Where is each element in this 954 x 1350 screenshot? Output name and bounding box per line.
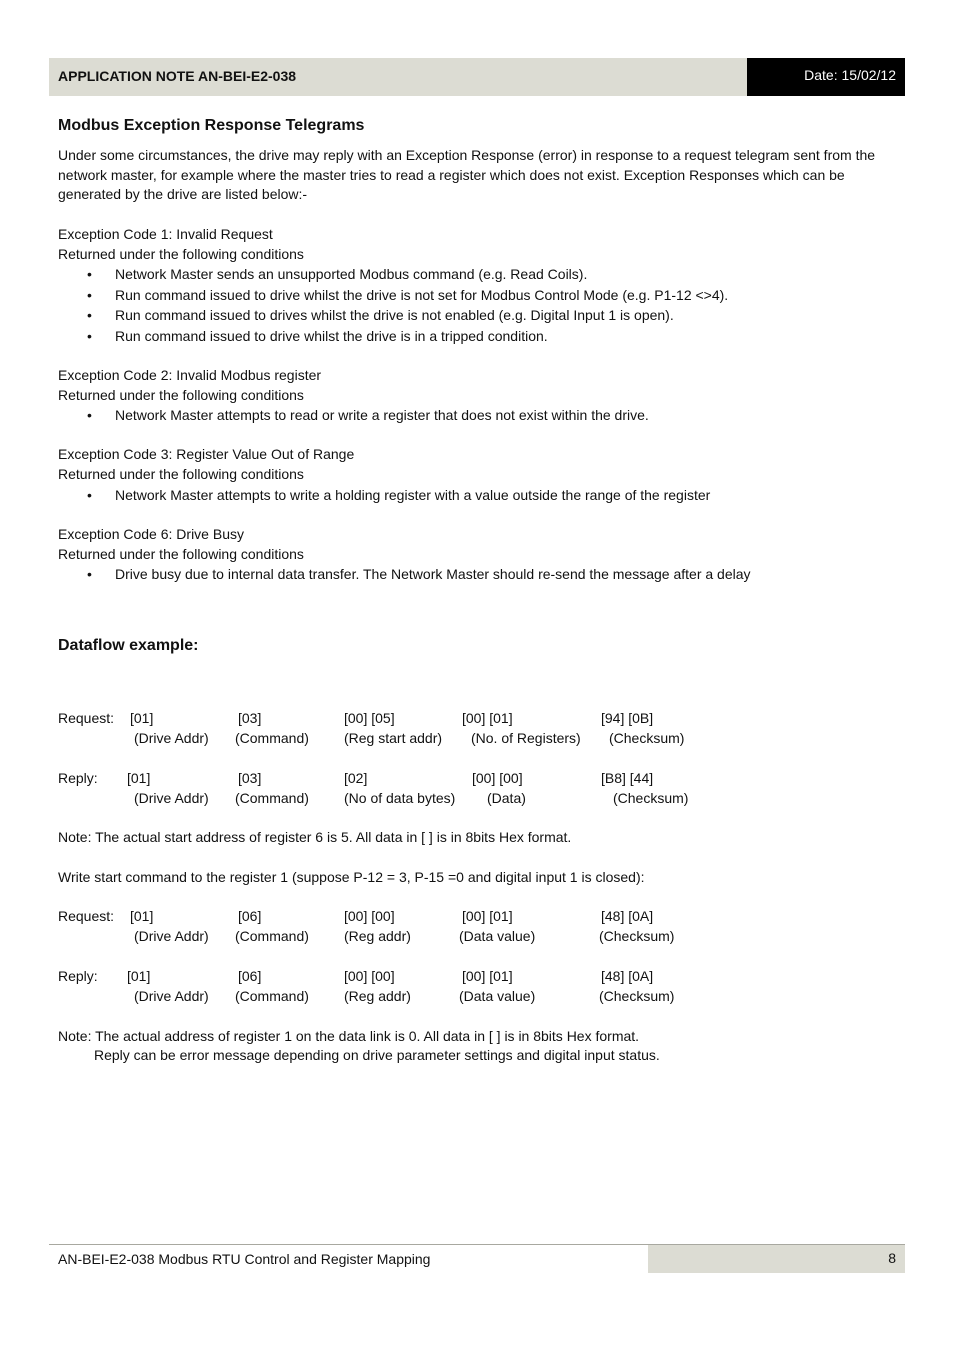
list-item: • Run command issued to drives whilst the drive is not enabled (e.g. Digital Input 1 is open). <box>58 305 903 326</box>
value-command: [06] <box>238 967 262 984</box>
exception-code-6 <box>58 525 903 585</box>
row-label: Reply: <box>58 967 98 984</box>
dataflow-reply-1 <box>58 769 903 809</box>
page-footer <box>49 1244 905 1273</box>
value-command: [03] <box>238 769 262 786</box>
app-note-title: APPLICATION NOTE AN-BEI-E2-038 <box>58 68 297 84</box>
value-data: [00] [01] <box>462 967 513 984</box>
header-date: Date: 15/02/12 <box>747 58 905 96</box>
desc-data: (Data) <box>487 789 526 806</box>
value-command: [03] <box>238 709 262 726</box>
desc-command: (Command) <box>235 987 309 1004</box>
value-reg-addr: [00] [00] <box>344 908 395 925</box>
row-label: Reply: <box>58 769 98 786</box>
desc-data: (Data value) <box>459 987 536 1004</box>
desc-reg-start: (Reg start addr) <box>344 729 443 746</box>
exception-subtitle: Returned under the following conditions <box>58 545 304 562</box>
desc-data: (Data value) <box>459 928 536 945</box>
list-item: • Network Master attempts to read or write a register that does not exist within the drive. <box>58 405 903 426</box>
value-data: [00] [01] <box>462 908 513 925</box>
exception-code-3 <box>58 445 903 505</box>
desc-reg-addr: (Reg addr) <box>344 987 411 1004</box>
desc-checksum: (Checksum) <box>599 928 675 945</box>
list-item: • Run command issued to drive whilst the drive is in a tripped condition. <box>58 326 903 347</box>
condition-list <box>58 564 903 585</box>
value-checksum: [48] [0A] <box>601 967 654 984</box>
desc-num-registers: (No. of Registers) <box>471 729 581 746</box>
page-header <box>49 58 905 96</box>
list-item: • Drive busy due to internal data transfer. The Network Master should re-send the message after a delay <box>58 564 903 585</box>
condition-list <box>58 405 903 426</box>
value-data-bytes: [02] <box>344 769 368 786</box>
condition-list <box>58 485 903 506</box>
exception-subtitle: Returned under the following conditions <box>58 466 304 483</box>
list-item: • Run command issued to drive whilst the drive is not set for Modbus Control Mode (e.g. P1-12 <>4). <box>58 285 903 306</box>
value-command: [06] <box>238 908 262 925</box>
exception-title: Exception Code 3: Register Value Out of Range <box>58 446 355 463</box>
value-checksum: [94] [0B] <box>601 709 654 726</box>
value-checksum: [B8] [44] <box>601 769 654 786</box>
section-heading-dataflow: Dataflow example: <box>58 636 199 654</box>
exception-subtitle: Returned under the following conditions <box>58 386 304 403</box>
desc-data-bytes: (No of data bytes) <box>344 789 456 806</box>
desc-checksum: (Checksum) <box>609 729 685 746</box>
exception-title: Exception Code 6: Drive Busy <box>58 526 244 543</box>
value-drive-addr: [01] <box>130 908 154 925</box>
value-checksum: [48] [0A] <box>601 908 654 925</box>
value-reg-start: [00] [05] <box>344 709 395 726</box>
note-2: Note: The actual address of register 1 on the data link is 0. All data in [ ] is in 8bits Hex format. <box>58 1027 640 1044</box>
desc-checksum: (Checksum) <box>599 987 675 1004</box>
page-number: 8 <box>648 1245 905 1273</box>
dataflow-request-2 <box>58 907 903 947</box>
value-drive-addr: [01] <box>127 769 151 786</box>
value-reg-addr: [00] [00] <box>344 967 395 984</box>
value-drive-addr: [01] <box>130 709 154 726</box>
exception-code-2 <box>58 366 903 426</box>
intro-paragraph: Under some circumstances, the drive may reply with an Exception Response (error) in response to a request telegram sent from the network master, for example where the master tries to read a register which does not exist. Exception Responses which can be generated by the drive are listed below:- <box>58 147 876 203</box>
page-content <box>58 114 903 1066</box>
note-2-continuation: Reply can be error message depending on drive parameter settings and digital input status. <box>94 1047 660 1064</box>
desc-drive-addr: (Drive Addr) <box>134 789 209 806</box>
list-item: • Network Master attempts to write a holding register with a value outside the range of the register <box>58 485 903 506</box>
desc-drive-addr: (Drive Addr) <box>134 928 209 945</box>
footer-document-title: AN-BEI-E2-038 Modbus RTU Control and Register Mapping <box>58 1251 431 1267</box>
exception-title: Exception Code 1: Invalid Request <box>58 225 273 242</box>
exception-subtitle: Returned under the following conditions <box>58 245 304 262</box>
desc-command: (Command) <box>235 928 309 945</box>
condition-list <box>58 264 903 346</box>
dataflow-reply-2 <box>58 967 903 1007</box>
exception-code-1 <box>58 225 903 346</box>
desc-reg-addr: (Reg addr) <box>344 928 411 945</box>
list-item: • Network Master sends an unsupported Modbus command (e.g. Read Coils). <box>58 264 903 285</box>
desc-checksum: (Checksum) <box>613 789 689 806</box>
desc-drive-addr: (Drive Addr) <box>134 987 209 1004</box>
exception-title: Exception Code 2: Invalid Modbus register <box>58 366 322 383</box>
row-label: Request: <box>58 908 115 925</box>
value-num-registers: [00] [01] <box>462 709 513 726</box>
dataflow-request-1 <box>58 709 903 749</box>
row-label: Request: <box>58 709 115 726</box>
desc-command: (Command) <box>235 729 309 746</box>
value-data: [00] [00] <box>472 769 523 786</box>
write-intro: Write start command to the register 1 (suppose P-12 = 3, P-15 =0 and digital input 1 is closed): <box>58 868 645 885</box>
section-heading-exceptions: Modbus Exception Response Telegrams <box>58 117 365 134</box>
desc-command: (Command) <box>235 789 309 806</box>
value-drive-addr: [01] <box>127 967 151 984</box>
note-1: Note: The actual start address of register 6 is 5. All data in [ ] is in 8bits Hex format. <box>58 829 572 846</box>
desc-drive-addr: (Drive Addr) <box>134 729 209 746</box>
